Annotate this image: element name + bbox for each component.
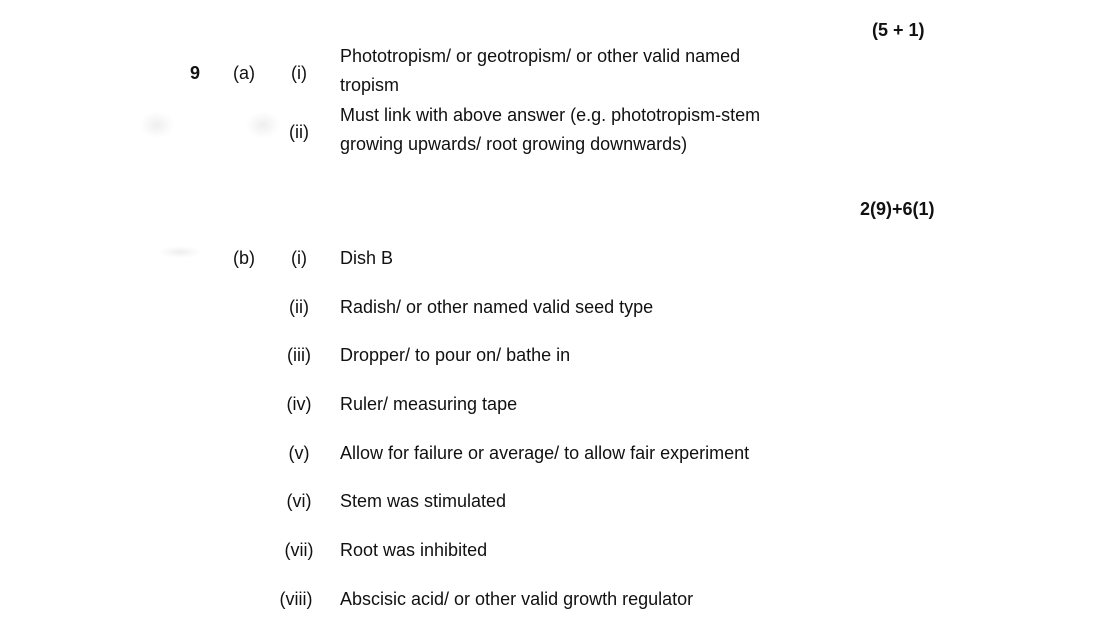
part-b-item-label: (vii) [284,540,314,560]
part-b-item-label: (viii) [279,589,313,609]
part-a-item-i-label: (i) [291,63,307,83]
part-b-item-text: Abscisic acid/ or other valid growth regulator [340,589,694,609]
part-b-item-label: (iv) [286,394,312,414]
question-number: 9 [190,63,201,83]
part-b-item-label: (v) [288,443,310,463]
part-a-item-i-line-2: tropism [340,75,400,95]
part-a-item-i-line-1: Phototropism/ or geotropism/ or other valid named [340,46,741,66]
scan-smudge [140,112,174,138]
part-b-item-text: Ruler/ measuring tape [340,394,518,414]
part-a-item-ii-line-1: Must link with above answer (e.g. phototropism-stem [340,105,761,125]
part-b-item-label: (vi) [286,491,312,511]
part-b-label: (b) [233,248,255,268]
part-b-item-text: Root was inhibited [340,540,488,560]
part-b-item-label: (i) [291,248,307,268]
part-b-item-label: (ii) [289,297,309,317]
part-b-item-text: Allow for failure or average/ to allow fair experiment [340,443,750,463]
part-a-item-ii-label: (ii) [289,122,309,142]
part-b-item-text: Stem was stimulated [340,491,507,511]
scan-smudge [160,246,200,258]
marks-top: (5 + 1) [872,20,925,40]
part-a-label: (a) [233,63,255,83]
part-b-item-label: (iii) [287,345,311,365]
part-b-item-text: Radish/ or other named valid seed type [340,297,654,317]
marks-part-b: 2(9)+6(1) [860,199,935,219]
part-b-item-text: Dropper/ to pour on/ bathe in [340,345,571,365]
part-a-item-ii-line-2: growing upwards/ root growing downwards) [340,134,688,154]
part-b-item-text: Dish B [340,248,394,268]
